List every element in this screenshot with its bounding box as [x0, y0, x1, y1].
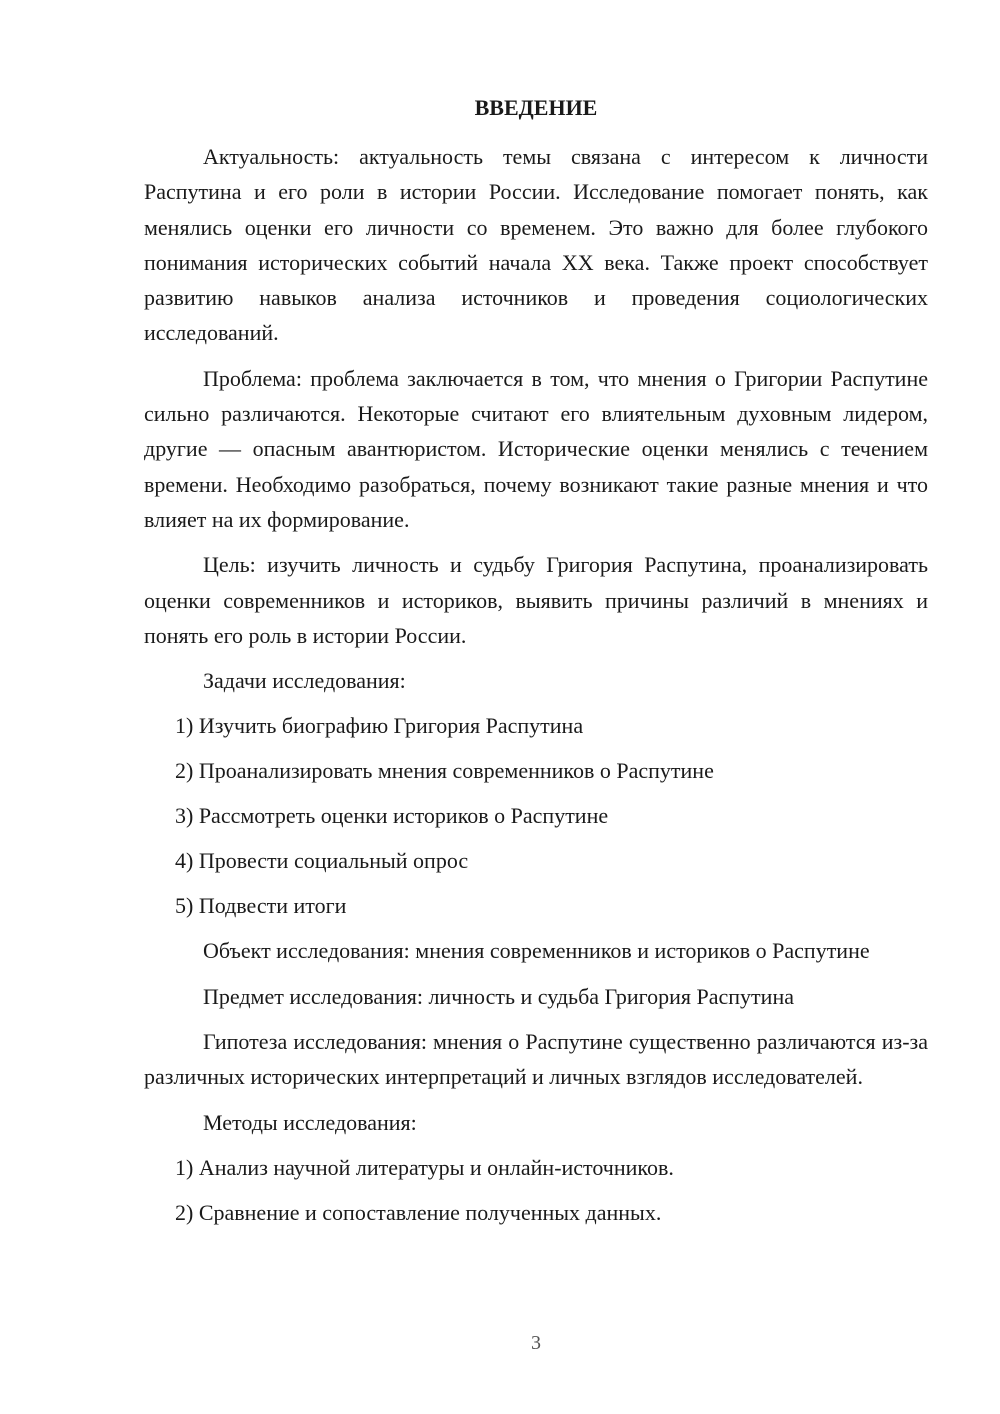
- page-title: ВВЕДЕНИЕ: [474, 95, 598, 120]
- goal-paragraph: Цель: изучить личность и судьбу Григория Распутина, проанализировать оценки современников и историков, выявить причины различий в мнениях и понять его роль в истории России.: [144, 552, 928, 648]
- list-item: 3) Рассмотреть оценки историков о Распутине: [175, 803, 609, 829]
- list-item: 1) Изучить биографию Григория Распутина: [175, 713, 584, 739]
- relevance-paragraph: Актуальность: актуальность темы связана с интересом к личности Распутина и его роли в истории России. Исследование помогает понять, как менялись оценки его личности со временем. Это важно для более глубокого понимания исторических событий начала XX века. Также проект способствует развитию навыков анализа источников и проведения социологических исследований.: [144, 144, 928, 346]
- hypothesis-paragraph: Гипотеза исследования: мнения о Распутине существенно различаются из-за различных исторических интерпретаций и личных взглядов исследователей.: [144, 1029, 928, 1090]
- tasks-title: Задачи исследования:: [203, 668, 406, 694]
- document-page: [144, 90, 928, 1240]
- methods-title: Методы исследования:: [203, 1109, 417, 1135]
- subject-paragraph: Предмет исследования: личность и судьба Григория Распутина: [203, 983, 794, 1009]
- list-item: 4) Провести социальный опрос: [175, 848, 469, 874]
- list-item: 2) Сравнение и сопоставление полученных данных.: [175, 1199, 662, 1225]
- object-paragraph: Объект исследования: мнения современников и историков о Распутине: [203, 938, 870, 964]
- page-number: 3: [531, 1332, 541, 1354]
- problem-paragraph: Проблема: проблема заключается в том, что мнения о Григории Распутине сильно различаются. Некоторые считают его влиятельным духовным лидером, другие — опасным авантюристом. Исторические оценки менялись с течением времени. Необходимо разобраться, почему возникают такие разные мнения и что влияет на их формирование.: [144, 365, 928, 532]
- list-item: 5) Подвести итоги: [175, 893, 347, 919]
- list-item: 1) Анализ научной литературы и онлайн-источников.: [175, 1154, 674, 1180]
- list-item: 2) Проанализировать мнения современников о Распутине: [175, 758, 714, 784]
